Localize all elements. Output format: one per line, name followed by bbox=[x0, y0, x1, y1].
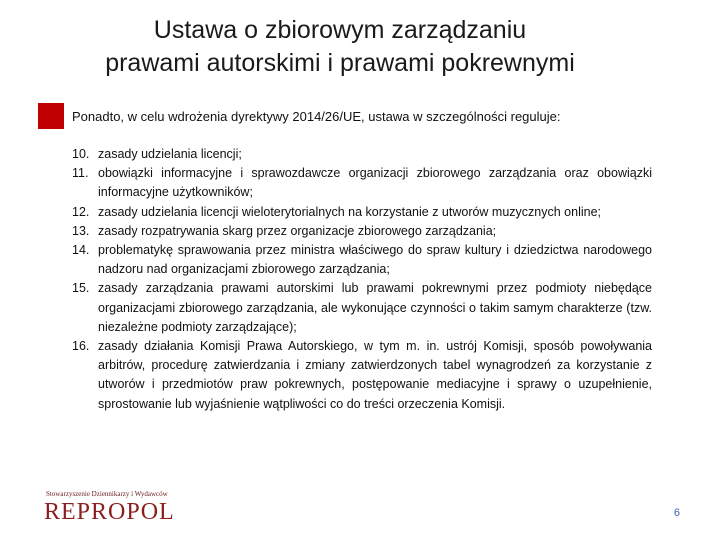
list-item bbox=[72, 222, 652, 241]
list-item-number: 13. bbox=[72, 223, 90, 238]
intro-text: Ponadto, w celu wdrożenia dyrektywy 2014/26/UE, ustawa w szczególności reguluje: bbox=[72, 109, 561, 124]
regulation-list bbox=[72, 145, 652, 414]
list-item-number: 16. bbox=[72, 339, 90, 354]
list-item bbox=[72, 203, 652, 222]
list-item bbox=[72, 164, 652, 202]
red-square-bullet-icon bbox=[38, 103, 64, 129]
logo-brand: REPROPOL bbox=[44, 499, 175, 525]
list-item-text: zasady działania Komisji Prawa Autorskiego, w tym m. in. ustrój Komisji, sposób powoływania arbitrów, procedurę zatwierdzania i zmiany zatwierdzonych tabel wynagrodzeń za korzystanie z utworów i przedmiotów praw pokrewnych, postępowanie mediacyjne i sprawy o uzupełnienie, sprostowanie lub wyjaśnienie wątpliwości co do treści orzeczenia Komisji. bbox=[98, 339, 652, 411]
slide-title bbox=[0, 14, 680, 80]
list-item bbox=[72, 241, 652, 279]
list-item-number: 12. bbox=[72, 204, 90, 219]
list-item-text: problematykę sprawowania przez ministra właściwego do spraw kultury i dziedzictwa narodowego nadzoru nad organizacjami zbiorowego zarządzania; bbox=[98, 243, 652, 277]
list-item bbox=[72, 279, 652, 337]
list-item-text: zasady udzielania licencji; bbox=[98, 147, 242, 161]
list-item-text: zasady udzielania licencji wieloterytorialnych na korzystanie z utworów muzycznych online; bbox=[98, 204, 602, 219]
list-item bbox=[72, 337, 652, 414]
slide-title-line-1: Ustawa o zbiorowym zarządzaniu bbox=[153, 16, 527, 44]
repropol-logo bbox=[40, 490, 200, 526]
list-item-number: 15. bbox=[72, 281, 90, 296]
list-item-number: 10. bbox=[72, 147, 90, 161]
list-item-number: 14. bbox=[72, 243, 90, 258]
list-item-number: 11. bbox=[72, 166, 89, 181]
slide-title-line-2: prawami autorskimi i prawami pokrewnymi bbox=[105, 49, 575, 77]
list-item-text: obowiązki informacyjne i sprawozdawcze organizacji zbiorowego zarządzania oraz obowiązki informacyjne użytkowników; bbox=[98, 166, 652, 200]
list-item-text: zasady rozpatrywania skarg przez organizacje zbiorowego zarządzania; bbox=[98, 223, 497, 238]
list-item bbox=[72, 145, 652, 164]
logo-org-name: Stowarzyszenie Dziennikarzy i Wydawców bbox=[46, 490, 168, 498]
page-number: 6 bbox=[673, 507, 680, 519]
list-item-text: zasady zarządzania prawami autorskimi lub prawami pokrewnymi przez podmioty niebędące organizacjami zbiorowego zarządzania, ale wykonujące czynności o takim samym charakterze (tzw. niezależne podmioty zarządzające); bbox=[98, 281, 652, 334]
